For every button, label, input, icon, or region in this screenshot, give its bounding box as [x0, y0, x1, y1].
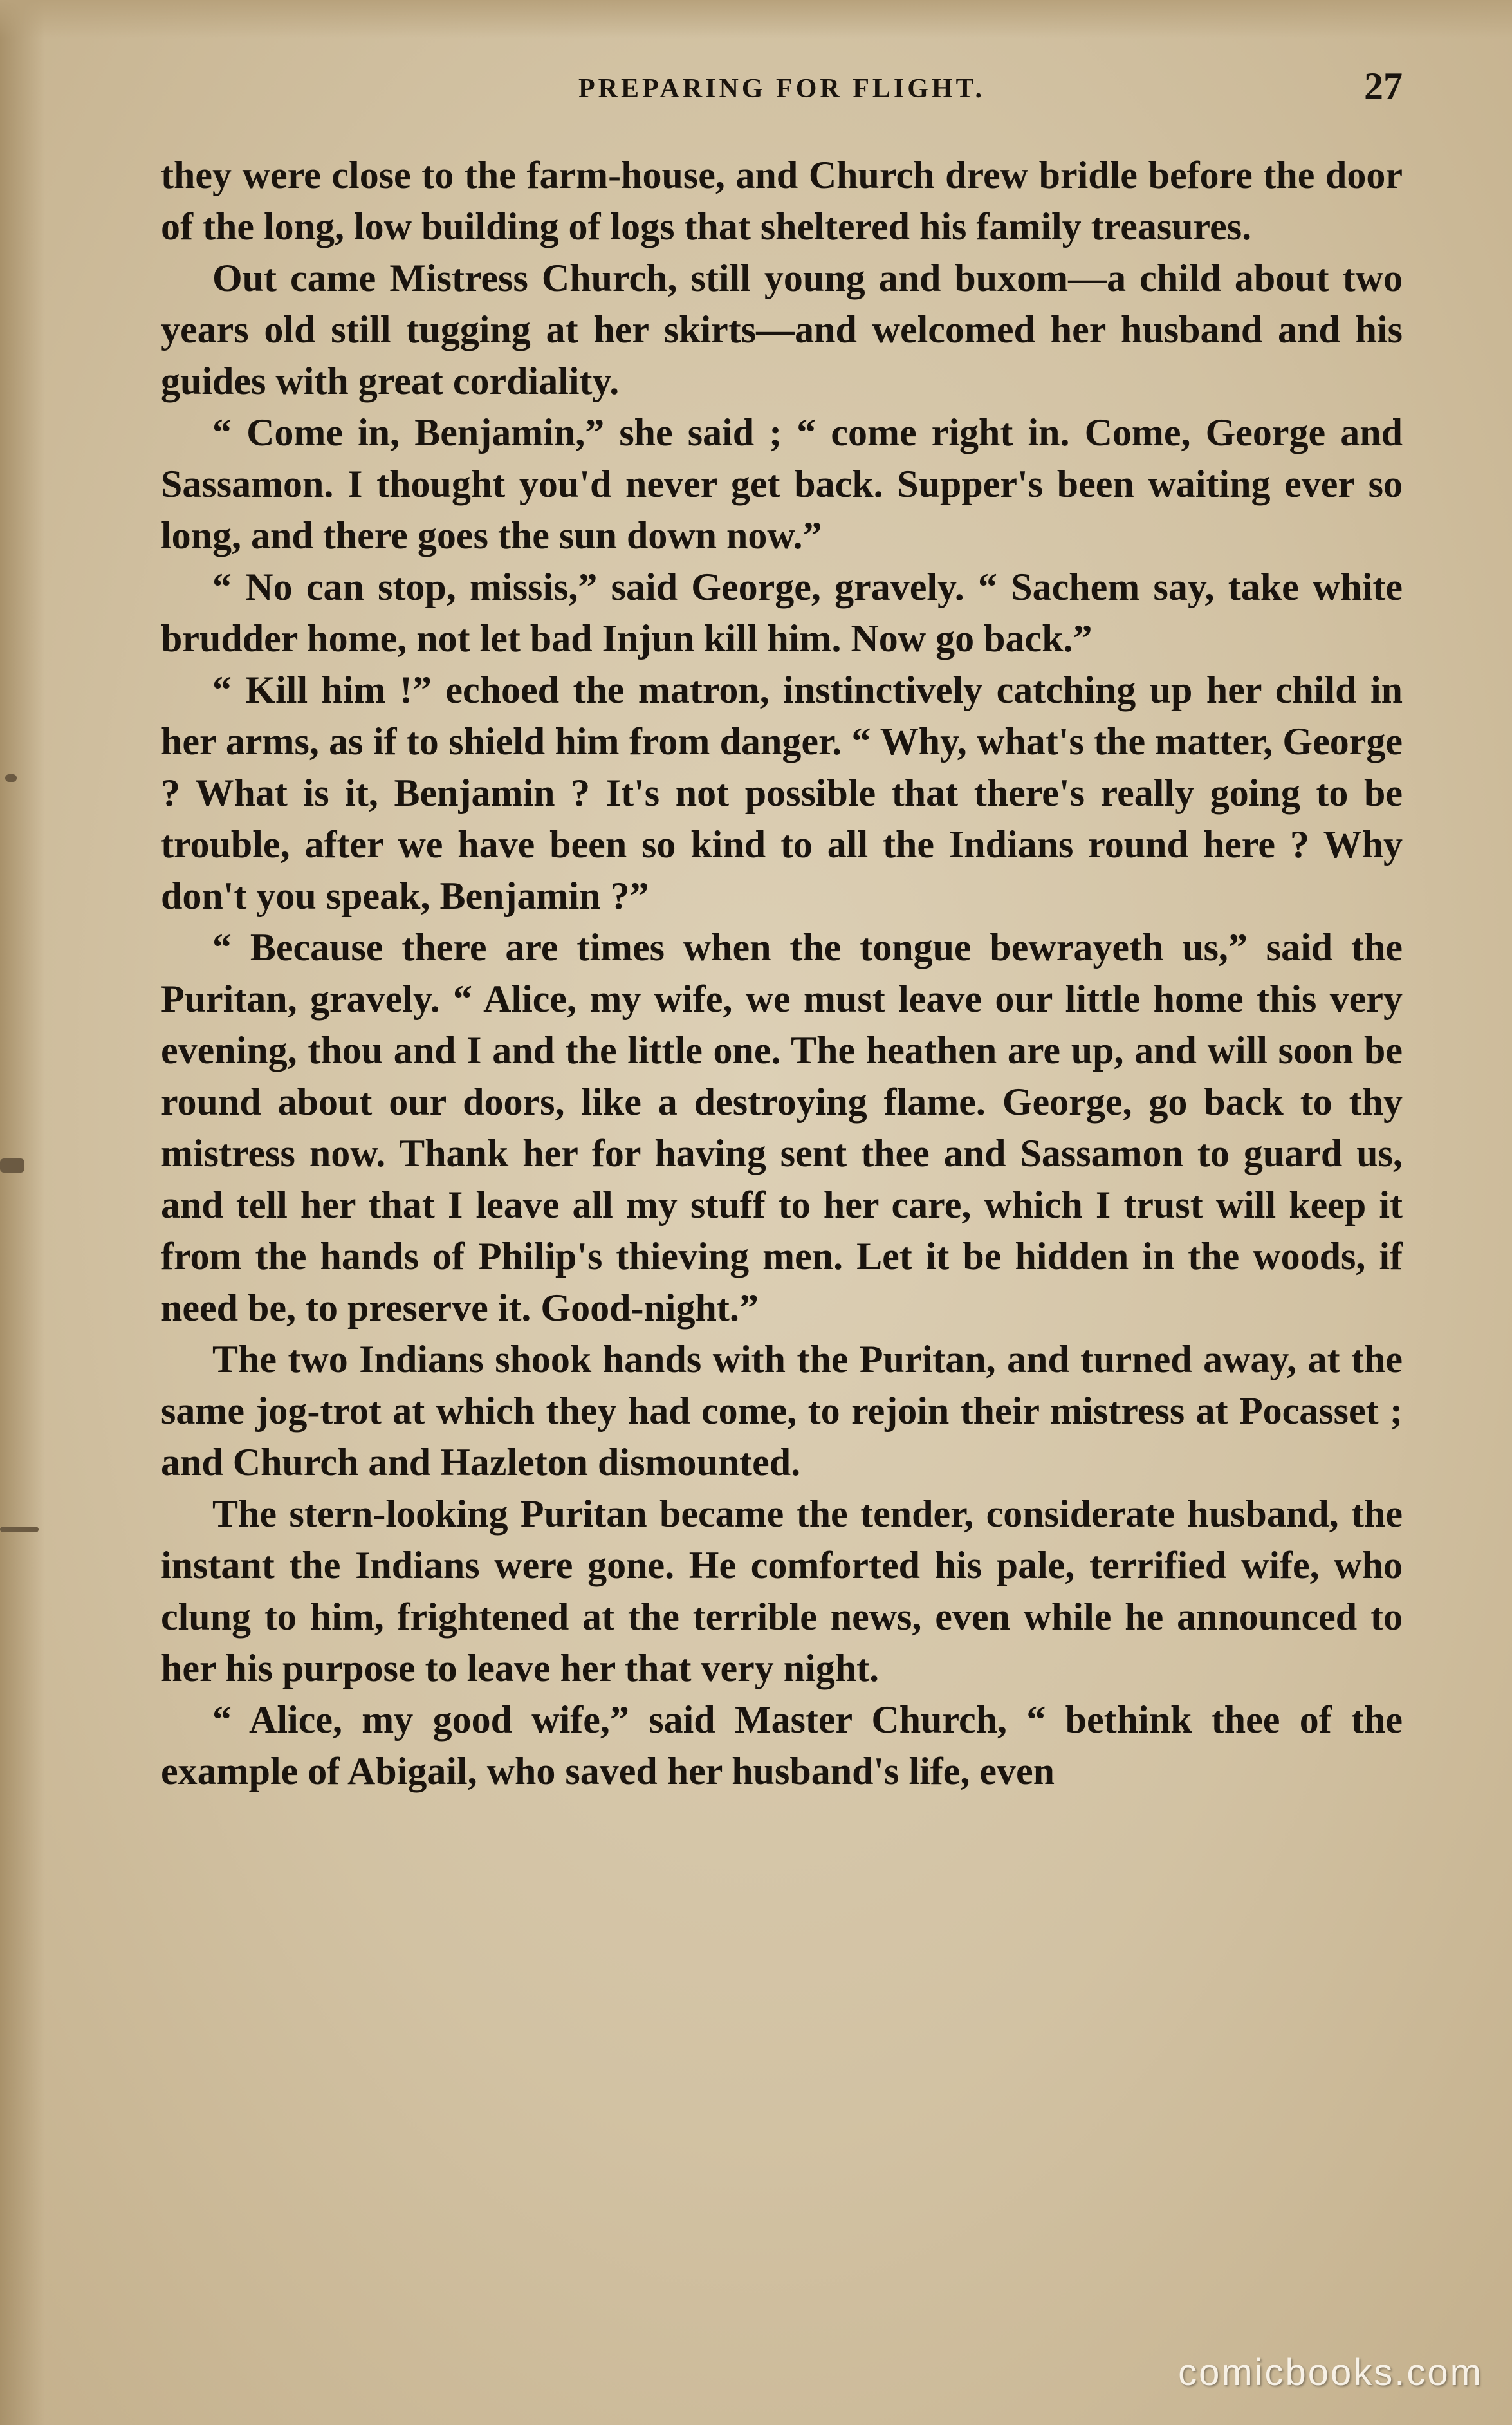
- paragraph: “ Alice, my good wife,” said Master Church, “ bethink thee of the example of Abigail, who saved her husband's life, even: [161, 1698, 1403, 1792]
- paragraph: they were close to the farm-house, and Church drew bridle before the door of the long, low building of logs that sheltered his family treasures.: [161, 154, 1403, 248]
- page-header: [161, 64, 1403, 116]
- paragraph: The stern-looking Puritan became the tender, considerate husband, the instant the Indians were gone. He comforted his pale, terrified wife, who clung to him, frightened at the terrible news, even while he announced to her his purpose to leave her that very night.: [161, 1492, 1403, 1689]
- binding-mark: [5, 774, 17, 782]
- paragraph: “ Kill him !” echoed the matron, instinctively catching up her child in her arms, as if to shield him from danger. “ Why, what's the matter, George ? What is it, Benjamin ? It's not possible that there's really going to be trouble, after we have been so kind to all the Indians round here ? Why don't you speak, Benjamin ?”: [161, 669, 1403, 917]
- paragraph: The two Indians shook hands with the Puritan, and turned away, at the same jog-trot at which they had come, to rejoin their mistress at Pocasset ; and Church and Hazleton dismounted.: [161, 1338, 1403, 1483]
- paragraph: Out came Mistress Church, still young and buxom—a child about two years old still tugging at her skirts—and welcomed her husband and his guides with great cordiality.: [161, 257, 1403, 402]
- paragraph: “ Come in, Benjamin,” she said ; “ come right in. Come, George and Sassamon. I thought you'd never get back. Supper's been waiting ever so long, and there goes the sun down now.”: [161, 411, 1403, 557]
- page-edge-shadow: [0, 0, 45, 2425]
- watermark: comicbooks.com: [1178, 2352, 1483, 2393]
- binding-mark: [0, 1158, 24, 1173]
- page-top-shadow: [0, 0, 1512, 39]
- binding-mark: [0, 1527, 39, 1532]
- running-head: PREPARING FOR FLIGHT.: [578, 74, 985, 104]
- paragraph: “ Because there are times when the tongue bewrayeth us,” said the Puritan, gravely. “ Alice, my wife, we must leave our little home this very evening, thou and I and the little one. The heathen are up, and will soon be round about our doors, like a destroying flame. George, go back to thy mistress now. Thank her for having sent thee and Sassamon to guard us, and tell her that I leave all my stuff to her care, which I trust will keep it from the hands of Philip's thieving men. Let it be hidden in the woods, if need be, to preserve it. Good-night.”: [161, 926, 1403, 1329]
- body-text: [161, 149, 1403, 1797]
- paragraph: “ No can stop, missis,” said George, gravely. “ Sachem say, take white brudder home, not let bad Injun kill him. Now go back.”: [161, 566, 1403, 660]
- page-number: 27: [1364, 65, 1403, 107]
